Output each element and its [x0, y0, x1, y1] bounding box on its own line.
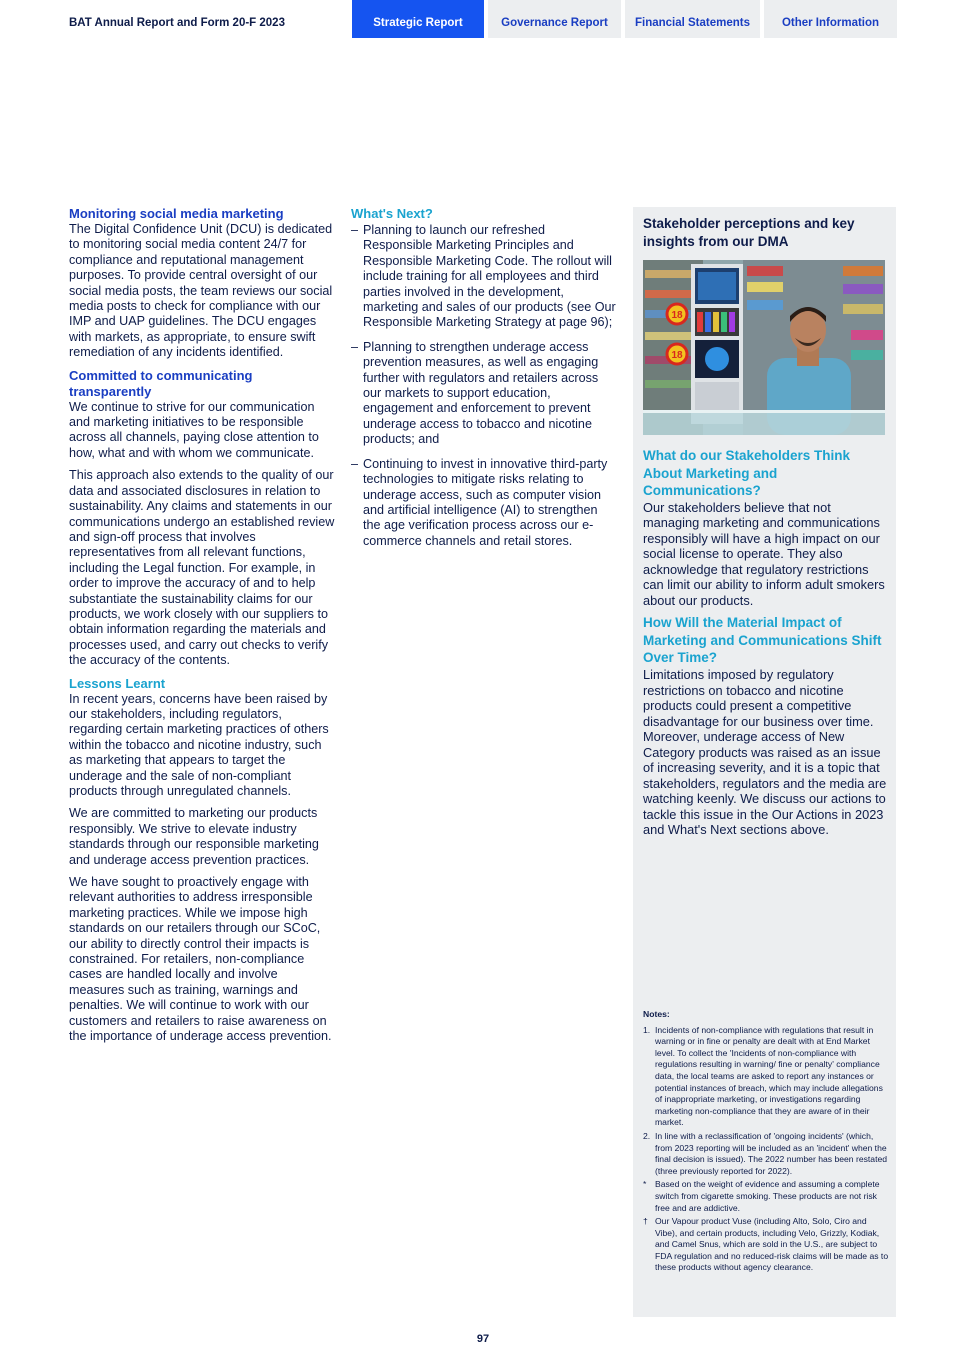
- panel-body: [643, 447, 888, 844]
- heading-communicating-transparently: Committed to communicating transparently: [69, 367, 253, 399]
- shop-illustration: [643, 260, 885, 435]
- heading-whats-next: What's Next?: [351, 206, 433, 221]
- note-marker: 2.: [643, 1130, 651, 1141]
- note-text: Incidents of non-compliance with regulations that result in warning or in fine or penalty are dealt with at End Market level. To collect the 'Incidents of non-compliance with regulations resulting in warning/ fine or penalty' compliance data, the local teams are asked to report any instances or potential instances of breach, which may include allegations of inappropriate marketing, or investigations regarding marketing non-compliance that they are aware of in their market.: [655, 1024, 883, 1128]
- whats-next-list: [351, 223, 617, 549]
- paragraph-concerns-raised: In recent years, concerns have been raised by our stakeholders, including regulators, regarding certain marketing practices of others within the tobacco and nicotine industry, such as marketing that appears to target the underage and the sale of non-compliant products through unregulated channels.: [69, 691, 329, 798]
- question-stakeholders-think: What do our Stakeholders Think About Marketing and Communications?: [643, 448, 851, 499]
- answer-material-impact: Limitations imposed by regulatory restrictions on tobacco and nicotine products could present a competitive disadvantage for our business over time. Moreover, underage access of New Category products was raised as an issue of increasing severity, and it is a topic that stakeholders, regulators and the media are watching keenly. We discuss our actions to tackle this issue in the Our Actions in 2023 and What's Next sections above.: [643, 667, 887, 838]
- note-item: [643, 1025, 891, 1129]
- question-material-impact: How Will the Material Impact of Marketing and Communications Shift Over Time?: [643, 615, 882, 666]
- note-marker: 1.: [643, 1024, 651, 1035]
- paragraph-strive-responsible: We continue to strive for our communication and marketing initiatives to be responsible across all channels, paying close attention to how, what and with whom we communicate.: [69, 399, 319, 460]
- note-item: [643, 1179, 891, 1214]
- list-item: – Planning to launch our refreshed Responsible Marketing Principles and Responsible Marketing Code. The rollout will include training for all employees and third parties involved in the development, marketing and sales of our products (see Our Responsible Marketing Strategy at page 96);: [351, 223, 617, 331]
- left-column: [69, 206, 335, 1052]
- tab-financial-statements[interactable]: Financial Statements: [625, 0, 760, 38]
- page-number: 97: [476, 1333, 490, 1345]
- note-text: In line with a reclassification of 'ongoing incidents' (which, from 2023 reporting will be included as an 'incident' when the final decision is issued). The 2022 number has been restated (three previously reported for 2022).: [655, 1130, 888, 1176]
- note-item: [643, 1131, 891, 1177]
- note-text: Based on the weight of evidence and assuming a complete switch from cigarette smoking. These products are not risk free and are addictive.: [655, 1179, 880, 1213]
- heading-monitoring-social-media: Monitoring social media marketing: [69, 206, 284, 221]
- age-sign-18: 18: [671, 310, 683, 321]
- paragraph-data-quality: This approach also extends to the quality of our data and associated disclosures in relation to sustainability. Any claims and statements in our communications undergo an established review and sign-off process that involves representatives from all relevant functions, including the Legal function. For example, in order to improve the accuracy of and to help substantiate the sustainability claims for our products, we work closely with our suppliers to obtain information regarding the materials and processes used, and carry out checks to verify the accuracy of the contents.: [69, 468, 335, 668]
- notes-section: [643, 1009, 891, 1276]
- answer-stakeholders-think: Our stakeholders believe that not managing marketing and communications responsibly will have a high impact on our social license to operate. They also acknowledge that regulatory restrictions can limit our ability to inform adult smokers about our products.: [643, 499, 885, 608]
- tab-governance-report[interactable]: Governance Report: [488, 0, 621, 38]
- report-title: BAT Annual Report and Form 20-F 2023: [69, 17, 285, 29]
- shopkeeper-photo: [643, 260, 885, 435]
- heading-lessons-learnt: Lessons Learnt: [69, 675, 166, 691]
- paragraph-committed-marketing: We are committed to marketing our products responsibly. We strive to elevate industry standards through our responsible marketing and underage access prevention practices.: [69, 806, 319, 867]
- tab-other-information[interactable]: Other Information: [764, 0, 897, 38]
- middle-column: [351, 206, 617, 558]
- note-marker: †: [643, 1216, 648, 1227]
- notes-title: Notes:: [643, 1009, 670, 1019]
- note-item: [643, 1216, 891, 1274]
- note-marker: *: [643, 1179, 647, 1190]
- list-item: – Planning to strengthen underage access prevention measures, as well as engaging further with regulators and retailers across our markets to support education, engagement and enforcement to prevent underage access to tobacco and nicotine products; and: [351, 340, 617, 448]
- paragraph-engage-authorities: We have sought to proactively engage with relevant authorities to address irresponsible marketing practices. While we impose high standards on our retailers through our SCoC, our ability to directly control their impacts is constrained. For retailers, non-compliance cases are handled locally and involve measures such as training, warnings and penalties. We will continue to work with our customers and retailers to raise awareness on the importance of underage access prevention.: [69, 875, 332, 1044]
- panel-title: Stakeholder perceptions and key insights from our DMA: [643, 216, 855, 249]
- tab-strategic-report[interactable]: Strategic Report: [352, 0, 484, 38]
- age-sign-18: 18: [671, 350, 683, 361]
- stakeholder-panel: [633, 207, 896, 1317]
- list-item: – Continuing to invest in innovative third-party technologies to mitigate risks relating to underage access, such as computer vision and artificial intelligence (AI) to strengthen the age verification process across our e-commerce channels and retail stores.: [351, 457, 617, 549]
- note-text: Our Vapour product Vuse (including Alto, Solo, Ciro and Vibe), and certain products, including Velo, Grizzly, Kodiak, and Camel Snus, which are sold in the U.S., are subject to FDA regulation and no reduced-risk claims will be made as to these products without agency clearance.: [655, 1216, 889, 1273]
- paragraph-dcu: The Digital Confidence Unit (DCU) is dedicated to monitoring social media content 24/7 for compliance and reputational management purposes. To provide central oversight of our social media posts, the team reviews our social media posts to check for compliance with our IMP and UAP guidelines. The DCU engages with markets, as appropriate, to ensure swift remediation of any incidents identified.: [69, 222, 333, 360]
